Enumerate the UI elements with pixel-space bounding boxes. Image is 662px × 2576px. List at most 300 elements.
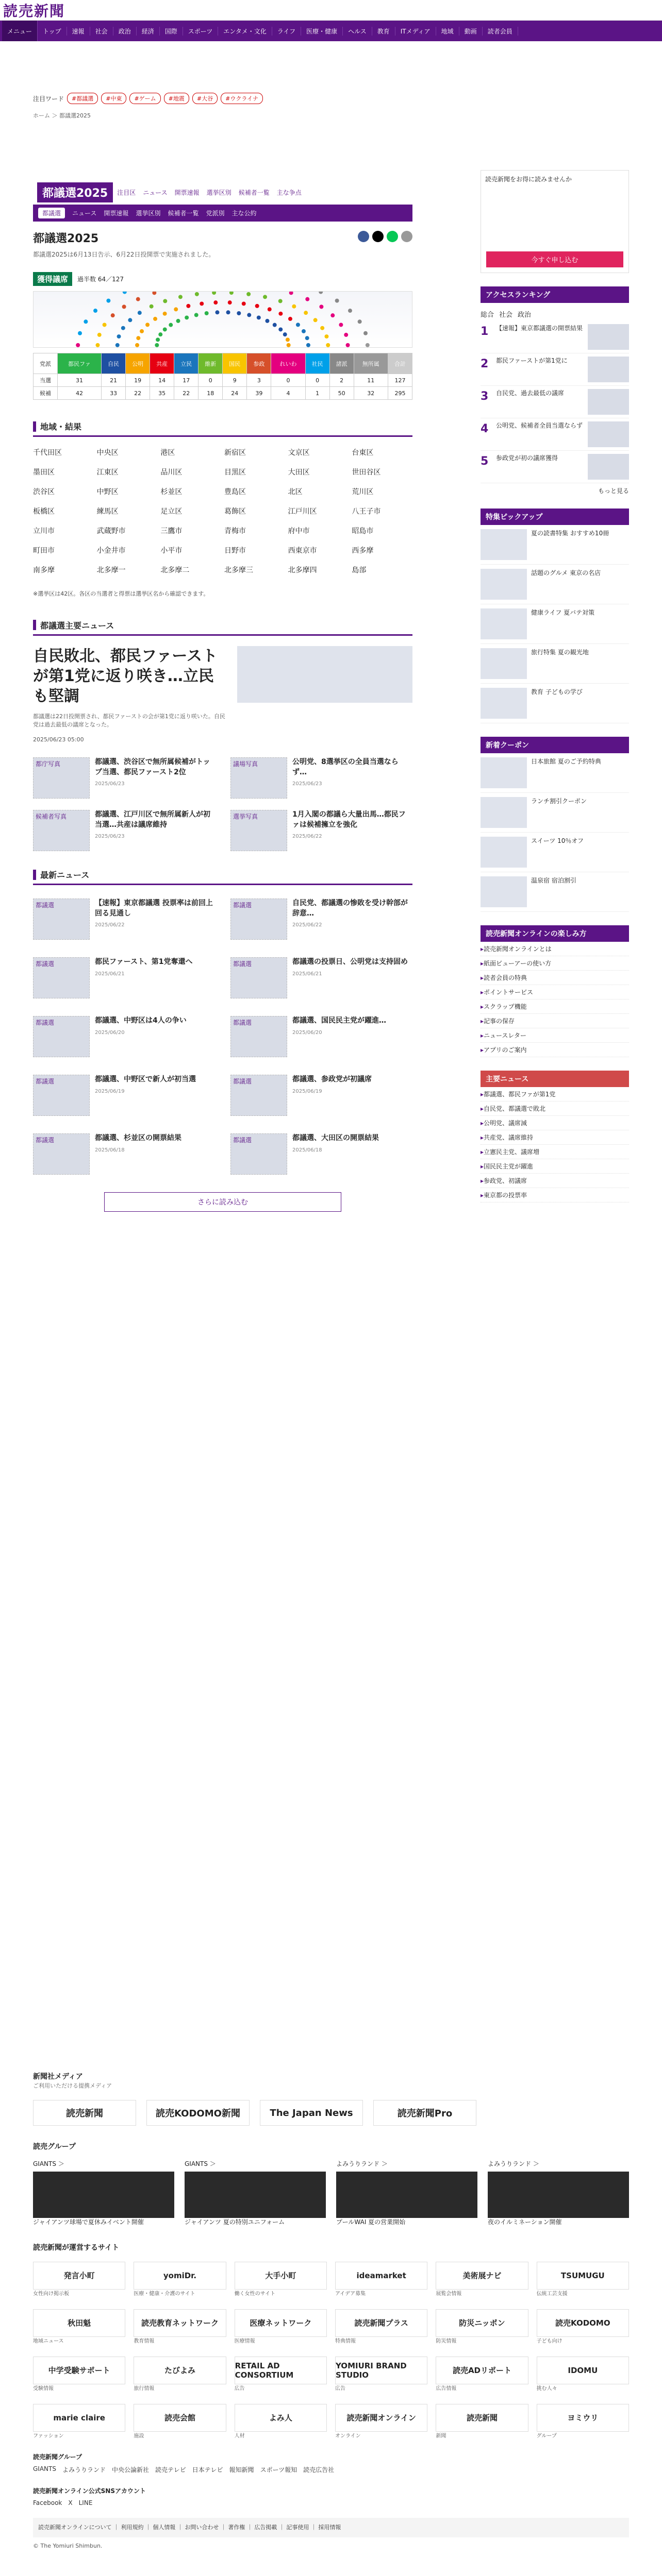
footer-nav[interactable]: 読売新聞オンラインについて ｜ 利用規約 ｜ 個人情報 ｜ お問い合わせ ｜ 著作権 ｜ 広告掲載 ｜ 記事使用 ｜ 採用情報 bbox=[33, 2518, 629, 2538]
coupon-text: 日本旅館 夏のご予約特典 bbox=[531, 758, 601, 765]
ward-link[interactable]: 足立区 bbox=[160, 507, 183, 516]
ward-link[interactable]: 港区 bbox=[160, 449, 175, 457]
guide-link[interactable]: ▸ ニュースレター bbox=[481, 1028, 629, 1043]
feature-item[interactable] bbox=[481, 525, 629, 565]
feature-item[interactable] bbox=[481, 565, 629, 604]
parliament-svg bbox=[34, 292, 412, 348]
guide-tab[interactable]: 主な争点 bbox=[276, 189, 302, 196]
wards-title: 地域・結果 bbox=[40, 422, 82, 432]
site-desc: 広告 bbox=[234, 2385, 245, 2392]
main-news-item[interactable]: ▸ 都議選、都民ファが第1党 bbox=[481, 1087, 629, 1101]
ward-link[interactable]: 文京区 bbox=[288, 449, 310, 457]
ranking-number: 1 bbox=[481, 325, 489, 338]
feature-item[interactable] bbox=[481, 644, 629, 684]
ward-link[interactable]: 大田区 bbox=[288, 468, 310, 477]
guide-link[interactable]: ▸ 読売新聞オンラインとは bbox=[481, 942, 629, 956]
site-logo: 美術展ナビ bbox=[436, 2262, 528, 2290]
nav-item[interactable]: 読者会員 bbox=[483, 27, 518, 36]
latest-image[interactable]: 都議選 bbox=[230, 1016, 287, 1057]
site-card[interactable] bbox=[134, 2357, 226, 2393]
sns-link[interactable]: Facebook bbox=[33, 2499, 62, 2506]
site-logo: 秋田魁 bbox=[33, 2309, 125, 2337]
ranking-text: 都民ファーストが第1党に bbox=[496, 357, 568, 364]
ad-button[interactable]: 今すぐ申し込む bbox=[486, 251, 623, 267]
nav-item[interactable]: エンタメ・文化 bbox=[218, 27, 272, 36]
ward-link[interactable]: 立川市 bbox=[33, 527, 55, 535]
ward-link[interactable]: 府中市 bbox=[288, 527, 310, 535]
latest-card[interactable] bbox=[33, 1016, 215, 1057]
site-card[interactable] bbox=[537, 2357, 629, 2393]
ward-link[interactable]: 中央区 bbox=[96, 449, 119, 457]
latest-card[interactable] bbox=[230, 1133, 412, 1175]
guide-link[interactable]: ▸ 読者会員の特典 bbox=[481, 971, 629, 985]
candidate-cell: 39 bbox=[247, 387, 271, 400]
media-logo[interactable]: 読売新聞 bbox=[33, 2100, 136, 2126]
guide-bar-item[interactable]: 選挙区別 bbox=[136, 210, 161, 217]
coupon-image bbox=[481, 757, 527, 788]
candidate-cell: 22 bbox=[126, 387, 150, 400]
page-title: 都議選2025 bbox=[33, 232, 99, 245]
latest-card[interactable] bbox=[230, 1075, 412, 1116]
x-icon[interactable] bbox=[372, 231, 384, 242]
candidate-cell: 42 bbox=[58, 387, 102, 400]
media-logo[interactable]: 読売KODOMO新聞 bbox=[146, 2100, 250, 2126]
sns-link[interactable]: LINE bbox=[78, 2499, 93, 2506]
site-card[interactable] bbox=[335, 2357, 427, 2393]
media-logo[interactable]: The Japan News bbox=[260, 2100, 363, 2126]
seat-dot bbox=[344, 333, 348, 337]
news-card[interactable] bbox=[33, 810, 215, 851]
coupon-item[interactable] bbox=[481, 753, 629, 793]
site-desc: 受験情報 bbox=[33, 2385, 54, 2392]
site-card[interactable] bbox=[134, 2309, 226, 2345]
nav-item[interactable]: 速報 bbox=[67, 27, 90, 36]
guide-tabs bbox=[117, 188, 301, 197]
seat-cell: 0 bbox=[271, 374, 305, 387]
site-card[interactable] bbox=[235, 2309, 327, 2345]
trend-tag[interactable]: #ウクライナ bbox=[221, 93, 263, 104]
ward-link[interactable]: 北多摩四 bbox=[288, 566, 317, 574]
site-card[interactable] bbox=[33, 2262, 125, 2298]
guide-link[interactable]: ▸ 紙面ビューアーの使い方 bbox=[481, 956, 629, 971]
seat-dot bbox=[278, 312, 283, 316]
feature-section bbox=[481, 509, 629, 723]
ward-link[interactable]: 墨田区 bbox=[33, 468, 55, 477]
news-image[interactable]: 選挙写真 bbox=[230, 810, 287, 851]
seat-dot bbox=[128, 318, 132, 322]
nav-item[interactable]: 医療・健康 bbox=[301, 27, 343, 36]
trend-tag[interactable]: #都議選 bbox=[67, 93, 98, 104]
ranking-tab[interactable]: 政治 bbox=[518, 311, 532, 319]
lead-title[interactable]: 自民敗北、都民ファーストが第1党に返り咲き…立民も堅調 bbox=[33, 647, 218, 705]
main-news-item[interactable]: ▸ 公明党、議席減 bbox=[481, 1116, 629, 1130]
site-card[interactable] bbox=[335, 2404, 427, 2440]
facebook-icon[interactable] bbox=[358, 231, 369, 242]
candidate-cell: 32 bbox=[354, 387, 388, 400]
coupon-item[interactable] bbox=[481, 833, 629, 872]
ranking-item[interactable] bbox=[481, 321, 629, 353]
latest-date: 2025/06/19 bbox=[292, 1088, 322, 1094]
news-card[interactable] bbox=[33, 757, 215, 799]
candidate-cell: 295 bbox=[388, 387, 412, 400]
feature-item[interactable] bbox=[481, 604, 629, 644]
nav-item[interactable]: 動画 bbox=[459, 27, 483, 36]
main-news-item[interactable]: ▸ 参政党、初議席 bbox=[481, 1174, 629, 1188]
media-logo[interactable]: 読売新聞Pro bbox=[373, 2100, 476, 2126]
seat-dot bbox=[288, 317, 292, 321]
latest-card[interactable] bbox=[33, 899, 215, 940]
site-card[interactable] bbox=[335, 2262, 427, 2298]
group-link[interactable]: よみうりランド bbox=[62, 2466, 106, 2473]
ward-link[interactable]: 日野市 bbox=[224, 547, 246, 555]
site-card[interactable] bbox=[436, 2404, 528, 2440]
coupon-section bbox=[481, 737, 629, 912]
ward-link[interactable]: 昭島市 bbox=[352, 527, 374, 535]
ranking-item[interactable] bbox=[481, 353, 629, 386]
seat-dot bbox=[286, 337, 290, 342]
ward-link[interactable]: 目黒区 bbox=[224, 468, 246, 477]
latest-image[interactable]: 都議選 bbox=[230, 1075, 287, 1116]
guide-bar-item[interactable]: 党派別 bbox=[206, 210, 225, 217]
ward-link[interactable]: 板橋区 bbox=[33, 507, 55, 516]
ward-link[interactable]: 葛飾区 bbox=[224, 507, 246, 516]
feature-item[interactable] bbox=[481, 684, 629, 723]
seats-header bbox=[33, 272, 412, 286]
ward-link[interactable]: 荒川区 bbox=[352, 488, 374, 496]
site-card[interactable] bbox=[134, 2404, 226, 2440]
menu-button[interactable]: メニュー bbox=[2, 21, 38, 41]
ward-link[interactable]: 北多摩三 bbox=[224, 566, 253, 574]
global-nav bbox=[0, 21, 662, 41]
site-logo: 読売教育ネットワーク bbox=[134, 2309, 226, 2337]
ranking-item[interactable] bbox=[481, 418, 629, 451]
seat-dot bbox=[156, 337, 160, 342]
site-card[interactable] bbox=[436, 2309, 528, 2345]
main-news-item[interactable]: ▸ 東京都の投票率 bbox=[481, 1188, 629, 1202]
group-link[interactable]: GIANTS bbox=[33, 2465, 56, 2472]
site-card[interactable] bbox=[33, 2357, 125, 2393]
site-logo[interactable]: 読売新聞 bbox=[3, 2, 65, 20]
latest-image[interactable]: 都議選 bbox=[230, 957, 287, 998]
party-cell: 国民 bbox=[223, 353, 247, 374]
seat-dot bbox=[287, 343, 291, 347]
latest-image[interactable]: 都議選 bbox=[33, 1075, 90, 1116]
site-card[interactable] bbox=[235, 2357, 327, 2393]
site-desc: 人材 bbox=[234, 2433, 245, 2439]
lead-image[interactable] bbox=[237, 646, 412, 703]
wards-grid bbox=[33, 447, 412, 575]
seat-dot bbox=[363, 331, 368, 335]
seat-cell: 0 bbox=[198, 374, 223, 387]
latest-card[interactable] bbox=[230, 1016, 412, 1057]
sns-links bbox=[33, 2486, 629, 2506]
news-image[interactable]: 都庁写真 bbox=[33, 757, 90, 799]
ward-link[interactable]: 新宿区 bbox=[224, 449, 246, 457]
latest-card[interactable] bbox=[33, 1075, 215, 1116]
ward-link[interactable]: 島部 bbox=[352, 566, 367, 574]
latest-image[interactable]: 都議選 bbox=[33, 957, 90, 998]
ward-link[interactable]: 武蔵野市 bbox=[96, 527, 126, 535]
party-cell: れいわ bbox=[271, 353, 305, 374]
ward-link[interactable]: 町田市 bbox=[33, 547, 55, 555]
seat-cell: 127 bbox=[388, 374, 412, 387]
site-logo: 医療ネットワーク bbox=[235, 2309, 327, 2337]
latest-date: 2025/06/22 bbox=[95, 922, 125, 928]
guide-bar-item[interactable]: 候補者一覧 bbox=[168, 210, 199, 217]
ranking-title: アクセスランキング bbox=[481, 286, 629, 303]
guide-tab[interactable]: 選挙区別 bbox=[206, 189, 231, 196]
ranking-tab[interactable]: 総合 bbox=[481, 311, 494, 319]
seat-dot bbox=[304, 311, 308, 315]
ward-link[interactable]: 世田谷区 bbox=[352, 468, 381, 477]
guide-link[interactable]: ▸ ポイントサービス bbox=[481, 985, 629, 999]
nav-item[interactable]: 国際 bbox=[160, 27, 183, 36]
site-logo: yomiDr. bbox=[134, 2262, 226, 2290]
seat-dot bbox=[306, 343, 310, 347]
breadcrumb[interactable]: ホーム ＞ 都議選2025 bbox=[33, 112, 91, 119]
ward-link[interactable]: 西多摩 bbox=[352, 547, 374, 555]
main-news-item[interactable]: ▸ 自民党、都議選で敗北 bbox=[481, 1101, 629, 1116]
site-card[interactable] bbox=[33, 2309, 125, 2345]
seats-label: 獲得議席 bbox=[33, 272, 72, 286]
seat-dot bbox=[150, 304, 154, 309]
ward-link[interactable]: 北多摩二 bbox=[160, 566, 190, 574]
ranking-image bbox=[588, 454, 629, 480]
seat-dot bbox=[174, 307, 178, 311]
group-link[interactable]: 読売テレビ bbox=[155, 2466, 186, 2473]
guide-tab[interactable]: 候補者一覧 bbox=[238, 189, 270, 196]
seat-dot bbox=[226, 310, 230, 314]
ward-link[interactable]: 江戸川区 bbox=[288, 507, 317, 516]
nav-item[interactable]: ITメディア bbox=[395, 27, 436, 36]
ward-link[interactable]: 渋谷区 bbox=[33, 488, 55, 496]
group-card[interactable] bbox=[33, 2160, 174, 2227]
group-link[interactable]: 日本テレビ bbox=[192, 2466, 223, 2473]
latest-card[interactable] bbox=[230, 899, 412, 940]
coupon-image bbox=[481, 837, 527, 868]
latest-date: 2025/06/18 bbox=[292, 1147, 322, 1153]
guide-link[interactable]: ▸ アプリのご案内 bbox=[481, 1043, 629, 1057]
ward-link[interactable]: 青梅市 bbox=[224, 527, 246, 535]
coupon-text: 温泉宿 宿泊割引 bbox=[531, 877, 576, 884]
latest-date: 2025/06/21 bbox=[292, 971, 322, 977]
coupon-text: スイーツ 10％オフ bbox=[531, 837, 584, 844]
ranking-more-link[interactable]: もっと見る bbox=[598, 487, 629, 495]
ward-link[interactable]: 西東京市 bbox=[288, 547, 317, 555]
candidate-cell: 4 bbox=[271, 387, 305, 400]
seat-dot bbox=[163, 299, 167, 303]
trend-tag[interactable]: #中東 bbox=[101, 93, 126, 104]
guide-bar-item[interactable]: 都議選 bbox=[38, 208, 65, 218]
seat-dot bbox=[76, 343, 80, 347]
ward-link[interactable]: 北区 bbox=[288, 488, 303, 496]
lead-story[interactable] bbox=[33, 646, 412, 744]
guide-tab[interactable]: 開票速報 bbox=[174, 189, 200, 196]
latest-date: 2025/06/22 bbox=[292, 922, 322, 928]
footer bbox=[33, 2071, 629, 2549]
ranking-text: 公明党、候補者全員当選ならず bbox=[496, 422, 583, 429]
row-label: 候補 bbox=[34, 387, 58, 400]
group-link[interactable]: 中央公論新社 bbox=[112, 2466, 150, 2473]
ward-link[interactable]: 八王子市 bbox=[352, 507, 381, 516]
news-card[interactable] bbox=[230, 757, 412, 799]
site-card[interactable] bbox=[335, 2309, 427, 2345]
ward-link[interactable]: 中野区 bbox=[96, 488, 119, 496]
seat-dot bbox=[155, 343, 159, 347]
ranking-item[interactable] bbox=[481, 451, 629, 483]
feature-text: 旅行特集 夏の観光地 bbox=[531, 649, 589, 656]
seat-dot bbox=[305, 336, 309, 340]
latest-image[interactable]: 都議選 bbox=[230, 1133, 287, 1175]
nav-item[interactable]: 経済 bbox=[137, 27, 160, 36]
copyright: © The Yomiuri Shimbun. bbox=[33, 2543, 103, 2550]
news-image[interactable]: 議場写真 bbox=[230, 757, 287, 799]
load-more-button[interactable]: さらに読み込む bbox=[104, 1192, 341, 1212]
coupon-item[interactable] bbox=[481, 872, 629, 912]
nav-item[interactable]: 地域 bbox=[436, 27, 459, 36]
ward-link[interactable]: 江東区 bbox=[96, 468, 119, 477]
ranking-tab[interactable]: 社会 bbox=[499, 311, 513, 319]
site-card[interactable] bbox=[134, 2262, 226, 2298]
guide-bar-item[interactable]: ニュース bbox=[72, 210, 97, 217]
site-card[interactable] bbox=[537, 2309, 629, 2345]
trend-tag[interactable]: #ゲーム bbox=[129, 93, 160, 104]
election-badge[interactable]: 都議選2025 bbox=[37, 182, 113, 202]
site-card[interactable] bbox=[436, 2357, 528, 2393]
group-link[interactable]: 読売広告社 bbox=[303, 2466, 335, 2473]
feature-text: 教育 子どもの学び bbox=[531, 688, 583, 696]
trend-tag[interactable]: #地震 bbox=[164, 93, 189, 104]
seat-dot bbox=[121, 326, 125, 330]
ward-link[interactable]: 台東区 bbox=[352, 449, 374, 457]
group-link[interactable]: スポーツ報知 bbox=[260, 2466, 297, 2473]
wards-section bbox=[33, 420, 412, 599]
group-card[interactable] bbox=[488, 2160, 629, 2227]
seat-dot bbox=[97, 333, 102, 337]
ward-link[interactable]: 豊島区 bbox=[224, 488, 246, 496]
news-card[interactable] bbox=[230, 810, 412, 851]
site-desc: 教育情報 bbox=[134, 2338, 155, 2344]
seat-dot bbox=[268, 307, 272, 311]
news-cards bbox=[33, 757, 412, 851]
seat-dot bbox=[283, 332, 287, 336]
seat-dot bbox=[292, 304, 296, 309]
group-links-row bbox=[33, 2465, 629, 2474]
nav-item[interactable]: スポーツ bbox=[183, 27, 219, 36]
guide-tab[interactable]: ニュース bbox=[143, 189, 168, 196]
nav-item[interactable]: ヘルス bbox=[343, 27, 372, 36]
ward-link[interactable]: 北多摩一 bbox=[96, 566, 126, 574]
latest-card[interactable] bbox=[33, 957, 215, 998]
line-icon[interactable] bbox=[387, 231, 398, 242]
latest-section bbox=[33, 869, 412, 1212]
nav-item[interactable]: 政治 bbox=[113, 27, 137, 36]
ad-box[interactable] bbox=[481, 170, 629, 273]
site-card[interactable] bbox=[537, 2262, 629, 2298]
seat-dot bbox=[115, 343, 120, 347]
news-image[interactable]: 候補者写真 bbox=[33, 810, 90, 851]
guide-tab[interactable]: 注目区 bbox=[117, 189, 136, 196]
site-logo: TSUMUGU bbox=[537, 2262, 629, 2290]
seat-dot bbox=[78, 331, 82, 335]
latest-card[interactable] bbox=[33, 1133, 215, 1175]
trend-tag[interactable]: #大谷 bbox=[192, 93, 218, 104]
ranking-image bbox=[588, 324, 629, 350]
site-logo: 中学受験サポート bbox=[33, 2357, 125, 2384]
site-card[interactable] bbox=[33, 2404, 125, 2440]
news-text: 公明党、8選挙区の全員当選ならず… 2025/06/23 bbox=[292, 757, 412, 799]
site-card[interactable] bbox=[436, 2262, 528, 2298]
group-cards bbox=[33, 2160, 629, 2227]
site-logo: 発言小町 bbox=[33, 2262, 125, 2290]
group-link[interactable]: 報知新聞 bbox=[229, 2466, 254, 2473]
guide-bar-item[interactable]: 主な公約 bbox=[231, 210, 257, 217]
ward-link[interactable]: 小平市 bbox=[160, 547, 183, 555]
latest-text: 都議選、国民民主党が躍進… 2025/06/20 bbox=[292, 1016, 386, 1036]
group-card-image bbox=[33, 2172, 174, 2218]
latest-card[interactable] bbox=[230, 957, 412, 998]
ward-link[interactable]: 南多摩 bbox=[33, 566, 55, 574]
latest-image[interactable]: 都議選 bbox=[33, 1016, 90, 1057]
nav-item[interactable]: トップ bbox=[38, 27, 67, 36]
left-column bbox=[33, 180, 412, 1212]
seat-dot bbox=[335, 299, 339, 303]
guide-link[interactable]: ▸ 記事の保存 bbox=[481, 1014, 629, 1028]
ward-link[interactable]: 杉並区 bbox=[160, 488, 183, 496]
sns-link[interactable]: X bbox=[68, 2499, 73, 2506]
link-icon[interactable] bbox=[401, 231, 412, 242]
site-desc: 展覧会情報 bbox=[436, 2291, 462, 2297]
ward-link[interactable]: 三鷹市 bbox=[160, 527, 183, 535]
trend-bar bbox=[33, 93, 629, 104]
main-news-list bbox=[481, 1087, 629, 1202]
seat-dot bbox=[305, 297, 309, 301]
guide-link[interactable]: ▸ スクラップ機能 bbox=[481, 999, 629, 1014]
latest-image[interactable]: 都議選 bbox=[33, 899, 90, 940]
main-news-item[interactable]: ▸ 共産党、議席維持 bbox=[481, 1130, 629, 1145]
nav-item[interactable]: 教育 bbox=[372, 27, 395, 36]
seat-dot bbox=[324, 334, 328, 338]
group-card[interactable] bbox=[336, 2160, 477, 2227]
latest-image[interactable]: 都議選 bbox=[33, 1133, 90, 1175]
main-news-section bbox=[481, 1071, 629, 1202]
ranking-item[interactable] bbox=[481, 386, 629, 418]
section-marker bbox=[33, 421, 36, 432]
site-card[interactable] bbox=[537, 2404, 629, 2440]
nav-item[interactable]: 社会 bbox=[90, 27, 113, 36]
ward-link[interactable]: 練馬区 bbox=[96, 507, 119, 516]
latest-text: 都議選、大田区の開票結果 2025/06/18 bbox=[292, 1134, 379, 1153]
site-card[interactable] bbox=[235, 2404, 327, 2440]
site-card[interactable] bbox=[235, 2262, 327, 2298]
candidate-cell: 22 bbox=[174, 387, 198, 400]
wards-note: ※選挙区は42区。各区の当選者と得票は選挙区名から確認できます。 bbox=[33, 590, 209, 597]
seat-dot bbox=[138, 311, 142, 315]
main-news-item[interactable]: ▸ 国民民主党が躍進 bbox=[481, 1159, 629, 1174]
group-card-image bbox=[336, 2172, 477, 2218]
group-card[interactable] bbox=[185, 2160, 326, 2227]
latest-image[interactable]: 都議選 bbox=[230, 899, 287, 940]
ad-text: 読売新聞をお得に読みませんか bbox=[485, 176, 572, 183]
ward-link[interactable]: 小金井市 bbox=[96, 547, 126, 555]
coupon-text: ランチ割引クーポン bbox=[531, 798, 587, 805]
nav-item[interactable]: ライフ bbox=[272, 27, 301, 36]
guide-bar-item[interactable]: 開票速報 bbox=[104, 210, 129, 217]
ward-link[interactable]: 品川区 bbox=[160, 468, 183, 477]
coupon-item[interactable] bbox=[481, 793, 629, 833]
main-news-item[interactable]: ▸ 立憲民主党、議席増 bbox=[481, 1145, 629, 1159]
ward-link[interactable]: 千代田区 bbox=[33, 449, 62, 457]
